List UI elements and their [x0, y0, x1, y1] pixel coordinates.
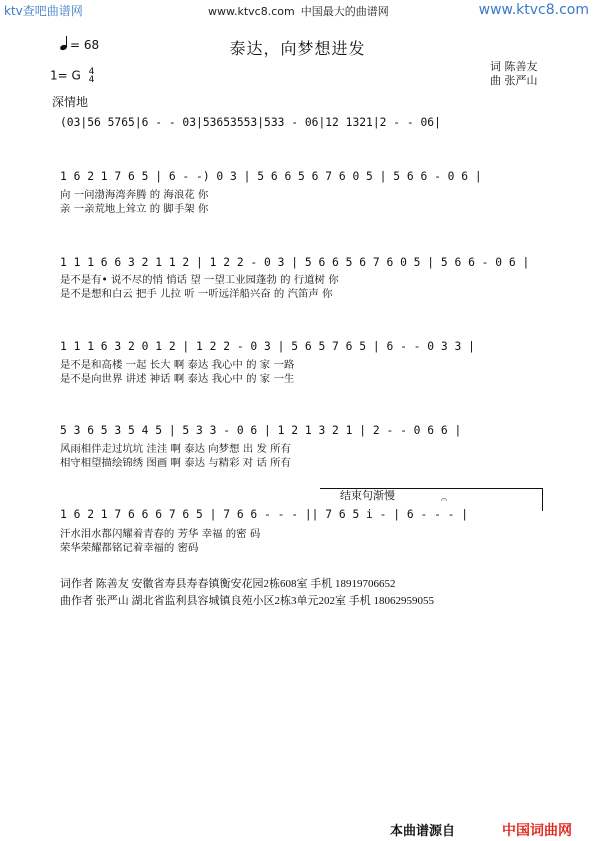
lyric-line-4-verse-1: 是不是和高楼 一起 长大 啊 泰达 我心中 的 家 一路: [60, 359, 295, 371]
credits: [490, 60, 538, 88]
source-label: 本曲谱源自: [390, 824, 456, 839]
ending-label: 结束句渐慢: [340, 490, 395, 502]
expression-marking: 深情地: [52, 95, 89, 109]
lyric-line-5-verse-2: 相守相望描绘锦绣 图画 啊 泰达 与精彩 对 话 所有: [60, 457, 291, 469]
lyric-line-5-verse-1: 风雨相伴走过坑坑 洼洼 啊 泰达 向梦想 出 发 所有: [60, 443, 291, 455]
score-line-5: 5 3 6 5 3 5 4 5 | 5 3 3 - 0 6 | 1 2 1 3 2 1 | 2 - - 0 6 6 |: [60, 424, 462, 437]
lyricist-contact: 词作者 陈善友 安徽省寿县寿春镇衡安花园2栋608室 手机 18919706652: [60, 578, 396, 590]
fermata-icon: 𝄐: [441, 493, 448, 506]
lyricist-credit: 词 陈善友: [490, 60, 538, 73]
meter-bottom: 4: [88, 75, 95, 85]
score-line-6: 1 6 2 1 7 6 6 6 7 6 5 | 7 6 6 - - - || 7 6 5 i - | 6 - - - |: [60, 508, 469, 521]
lyric-line-4-verse-2: 是不是向世界 讲述 神话 啊 泰达 我心中 的 家 一生: [60, 373, 295, 385]
watermark-url: www.ktvc8.com: [208, 5, 295, 18]
lyric-line-3-verse-1: 是不是有• 说不尽的悄 悄话 望 一望工业园蓬勃 的 行道树 你: [60, 274, 339, 286]
score-line-4: 1 1 1 6 3 2 0 1 2 | 1 2 2 - 0 3 | 5 6 5 7 6 5 | 6 - - 0 3 3 |: [60, 340, 475, 353]
composer-credit: 曲 张严山: [490, 74, 538, 87]
tempo-value: = 68: [70, 38, 100, 52]
watermark-slogan: 中国最大的曲谱网: [300, 5, 389, 18]
site-watermark-left: ktv查吧曲谱网: [4, 4, 83, 18]
site-watermark-center: [208, 3, 389, 19]
lyric-line-3-verse-2: 是不是想和白云 把手 儿拉 听 一听远洋船兴奋 的 汽笛声 你: [60, 288, 333, 300]
song-title: 泰达，向梦想进发: [229, 39, 366, 58]
score-line-2: 1 6 2 1 7 6 5 | 6 - -) 0 3 | 5 6 6 5 6 7 6 0 5 | 5 6 6 - 0 6 |: [60, 170, 482, 183]
lyric-line-6-verse-1: 汗水泪水都闪耀着青春的 芳华 幸福 的密 码: [60, 528, 261, 540]
site-watermark-right: www.ktvc8.com: [478, 2, 589, 18]
score-line-1: (03|56 5765|6 - - 03|53653553|533 - 06|12 1321|2 - - 06|: [60, 116, 441, 129]
source-site-link[interactable]: 中国词曲网: [502, 823, 572, 839]
key-signature: [50, 68, 94, 84]
score-line-3: 1 1 1 6 6 3 2 1 1 2 | 1 2 2 - 0 3 | 5 6 6 5 6 7 6 0 5 | 5 6 6 - 0 6 |: [60, 256, 530, 269]
meter-top: 4: [88, 67, 95, 77]
composer-contact: 曲作者 张严山 湖北省监利县容城镇良苑小区2栋3单元202室 手机 18062959055: [60, 595, 434, 607]
lyric-line-2-verse-1: 向 一问渤海湾奔腾 的 海浪花 你: [60, 189, 209, 201]
lyric-line-2-verse-2: 亲 一亲荒地上耸立 的 脚手架 你: [60, 203, 209, 215]
time-signature: [89, 68, 95, 84]
key-value: 1= G: [50, 68, 81, 83]
lyric-line-6-verse-2: 荣华荣耀都铭记着幸福的 密码: [60, 542, 199, 554]
